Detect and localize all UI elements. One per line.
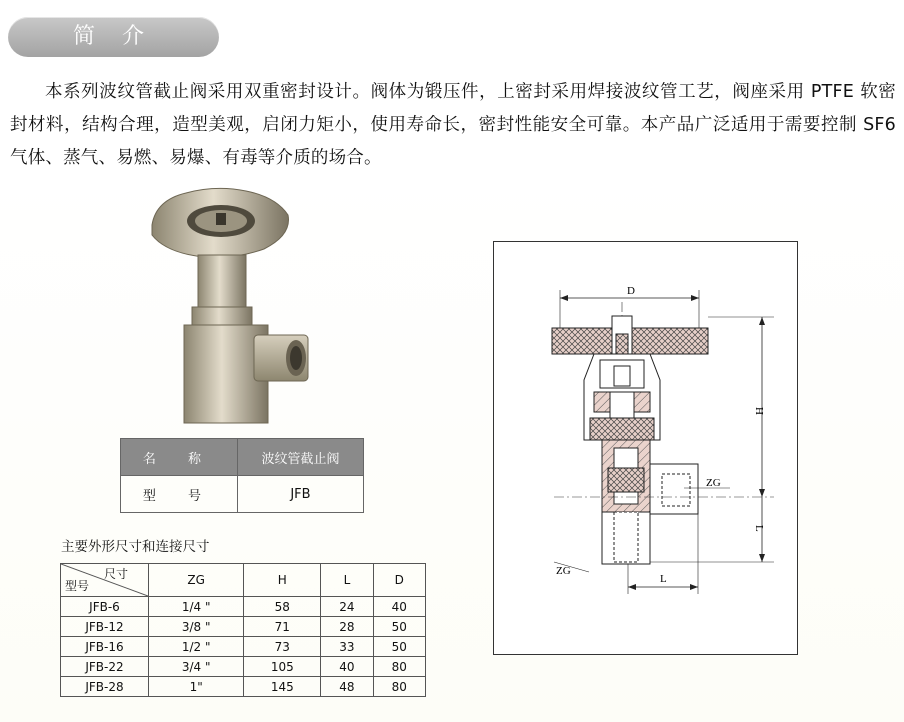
table-row <box>61 637 426 657</box>
intro-paragraph: 本系列波纹管截止阀采用双重密封设计。阀体为锻压件，上密封采用焊接波纹管工艺，阀座采用 PTFE 软密封材料，结构合理，造型美观，启闭力矩小，使用寿命长，密封性能安全可靠。本产品广泛适用于需要控制 SF6 气体、蒸气、易燃、易爆、有毒等介质的场合。 <box>10 82 896 168</box>
valve-photo <box>146 185 324 435</box>
cell-l: 33 <box>321 637 373 657</box>
cell-model: JFB-28 <box>61 677 149 697</box>
cell-d: 40 <box>373 597 425 617</box>
cell-h: 145 <box>244 677 321 697</box>
cell-d: 80 <box>373 677 425 697</box>
cell-d: 80 <box>373 657 425 677</box>
model-label: 型 号 <box>121 476 238 513</box>
label-zg-left: ZG <box>556 565 571 577</box>
valve-section-drawing <box>494 242 797 654</box>
model-value: JFB <box>237 476 363 513</box>
cell-zg: 1/4 " <box>149 597 244 617</box>
header-h: H <box>244 564 321 597</box>
cell-h: 71 <box>244 617 321 637</box>
table-row <box>61 677 426 697</box>
cell-l: 40 <box>321 657 373 677</box>
name-table <box>120 438 364 513</box>
corner-model-label: 型号 <box>65 579 90 593</box>
cell-d: 50 <box>373 637 425 657</box>
cell-h: 73 <box>244 637 321 657</box>
label-h: H <box>753 407 765 415</box>
cell-model: JFB-12 <box>61 617 149 637</box>
cell-zg: 3/4 " <box>149 657 244 677</box>
corner-size-label: 尺寸 <box>103 567 128 581</box>
cell-zg: 3/8 " <box>149 617 244 637</box>
corner-header-cell <box>61 564 149 597</box>
cell-l: 24 <box>321 597 373 617</box>
cell-model: JFB-6 <box>61 597 149 617</box>
cell-zg: 1/2 " <box>149 637 244 657</box>
cell-l: 28 <box>321 617 373 637</box>
header-zg: ZG <box>149 564 244 597</box>
table-row <box>61 617 426 637</box>
name-label: 名 称 <box>121 439 238 476</box>
label-l-bottom: L <box>660 573 667 585</box>
section-title: 简 介 <box>8 17 219 57</box>
table-row <box>61 657 426 677</box>
header-l: L <box>321 564 373 597</box>
label-d: D <box>627 285 635 297</box>
label-l-right: L <box>753 525 765 532</box>
label-zg-right: ZG <box>706 477 721 489</box>
dimension-table <box>60 563 426 697</box>
cell-h: 105 <box>244 657 321 677</box>
cell-d: 50 <box>373 617 425 637</box>
cell-l: 48 <box>321 677 373 697</box>
cell-zg: 1" <box>149 677 244 697</box>
header-d: D <box>373 564 425 597</box>
cell-model: JFB-22 <box>61 657 149 677</box>
dimension-table-title: 主要外形尺寸和连接尺寸 <box>61 539 210 555</box>
name-value: 波纹管截止阀 <box>237 439 363 476</box>
technical-drawing <box>493 241 798 655</box>
cell-model: JFB-16 <box>61 637 149 657</box>
cell-h: 58 <box>244 597 321 617</box>
table-row <box>61 597 426 617</box>
